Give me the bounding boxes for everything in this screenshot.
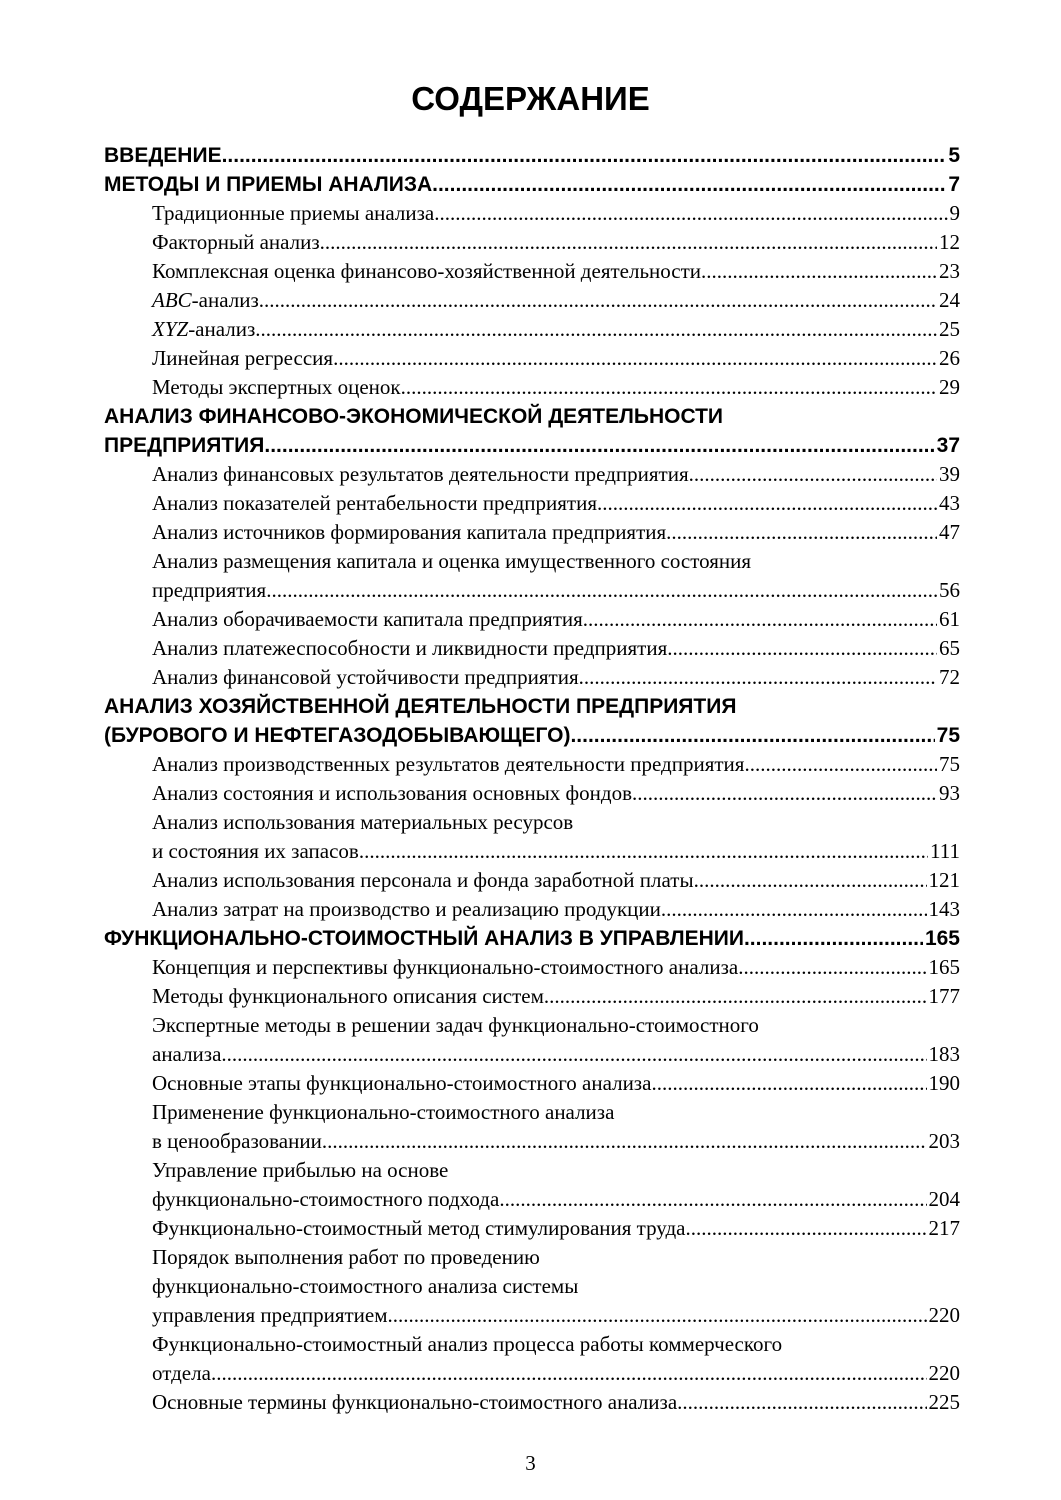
toc-page-number: 165 — [924, 927, 960, 950]
toc-title-line: АНАЛИЗ ХОЗЯЙСТВЕННОЙ ДЕЯТЕЛЬНОСТИ ПРЕДПРИЯТИЯ — [104, 695, 737, 718]
toc-subsection[interactable] — [104, 1388, 960, 1417]
toc-title: Функционально-стоимостный метод стимулирования труда — [152, 1216, 686, 1240]
dot-leader — [359, 837, 928, 866]
toc-page-number: 47 — [939, 520, 960, 544]
toc-page-number: 93 — [939, 781, 960, 805]
toc-row — [152, 1214, 960, 1243]
toc-title: XYZ-анализ — [152, 317, 256, 341]
dot-leader — [333, 344, 937, 373]
toc-title: Анализ производственных результатов деятельности предприятия — [152, 752, 745, 776]
toc-subsection[interactable] — [104, 1098, 960, 1156]
toc-title-line: Экспертные методы в решении задач функционально-стоимостного — [152, 1013, 759, 1037]
toc-title-line: Функционально-стоимостный анализ процесса работы коммерческого — [152, 1332, 783, 1356]
toc-page-number: 5 — [948, 144, 960, 167]
toc-page-number: 177 — [928, 984, 960, 1008]
dot-leader — [255, 315, 937, 344]
toc-row — [104, 431, 960, 460]
toc-title-line: Анализ использования материальных ресурсов — [152, 810, 574, 834]
toc-title: анализа — [152, 1042, 222, 1066]
toc-page-number: 37 — [936, 434, 960, 457]
dot-leader — [579, 663, 937, 692]
toc-page-number: 26 — [939, 346, 960, 370]
toc-title: МЕТОДЫ И ПРИЕМЫ АНАЛИЗА — [104, 173, 433, 196]
toc-title-line: функционально-стоимостного анализа системы — [152, 1274, 579, 1298]
toc-title: Анализ оборачиваемости капитала предприятия — [152, 607, 583, 631]
toc-row — [152, 605, 960, 634]
toc-title: Анализ финансовых результатов деятельности предприятия — [152, 462, 689, 486]
toc-section[interactable] — [104, 402, 960, 460]
toc-row — [104, 924, 960, 953]
toc-page-number: 111 — [930, 839, 960, 863]
toc-row — [152, 982, 960, 1011]
toc-row — [152, 576, 960, 605]
toc-row — [152, 286, 960, 315]
toc-page-number: 203 — [928, 1129, 960, 1153]
dot-leader — [388, 1301, 927, 1330]
toc-row — [152, 228, 960, 257]
toc-page-number: 61 — [939, 607, 960, 631]
toc-subsection[interactable] — [104, 866, 960, 895]
toc-row — [152, 518, 960, 547]
toc-page-number: 72 — [939, 665, 960, 689]
toc-title: Традиционные приемы анализа — [152, 201, 435, 225]
toc-subsection[interactable] — [104, 663, 960, 692]
toc-subsection[interactable] — [104, 460, 960, 489]
toc-subsection[interactable] — [104, 344, 960, 373]
toc-row — [152, 837, 960, 866]
toc-row — [152, 344, 960, 373]
toc-page-number: 56 — [939, 578, 960, 602]
dot-leader — [432, 170, 946, 199]
toc-subsection[interactable] — [104, 1214, 960, 1243]
toc-subsection[interactable] — [104, 605, 960, 634]
toc-title-line: Применение функционально-стоимостного анализа — [152, 1100, 615, 1124]
toc-title-line: АНАЛИЗ ФИНАНСОВО-ЭКОНОМИЧЕСКОЙ ДЕЯТЕЛЬНОСТИ — [104, 405, 724, 428]
toc-page-number: 43 — [939, 491, 960, 515]
toc-page-number: 23 — [939, 259, 960, 283]
toc-section[interactable] — [104, 692, 960, 750]
dot-leader — [744, 750, 937, 779]
dot-leader — [738, 953, 926, 982]
toc-title: ВВЕДЕНИЕ — [104, 144, 222, 167]
toc-title: Методы функционального описания систем — [152, 984, 544, 1008]
dot-leader — [667, 634, 937, 663]
toc-title: Анализ затрат на производство и реализацию продукции — [152, 897, 661, 921]
toc-title: (БУРОВОГО И НЕФТЕГАЗОДОБЫВАЮЩЕГО) — [104, 724, 571, 747]
toc-row — [152, 663, 960, 692]
toc-page-number: 65 — [939, 636, 960, 660]
toc-page-number: 204 — [928, 1187, 960, 1211]
toc-page-number: 9 — [949, 201, 960, 225]
toc-page-number: 7 — [948, 173, 960, 196]
dot-leader — [744, 924, 923, 953]
toc-subsection[interactable] — [104, 257, 960, 286]
toc-page-number: 75 — [936, 724, 960, 747]
dot-leader — [651, 1069, 926, 1098]
toc-title: в ценообразовании — [152, 1129, 322, 1153]
dot-leader — [222, 141, 947, 170]
toc-row — [152, 373, 960, 402]
dot-leader — [264, 431, 934, 460]
toc-subsection[interactable] — [104, 1069, 960, 1098]
toc-row — [152, 953, 960, 982]
toc-title: отдела — [152, 1361, 211, 1385]
toc-title: Анализ использования персонала и фонда заработной платы — [152, 868, 694, 892]
toc-row — [152, 199, 960, 228]
dot-leader — [320, 228, 937, 257]
toc-title: ПРЕДПРИЯТИЯ — [104, 434, 265, 457]
dot-leader — [661, 895, 927, 924]
dot-leader — [666, 518, 937, 547]
toc-title: ABC-анализ — [152, 288, 259, 312]
toc-subsection[interactable] — [104, 199, 960, 228]
toc-page-number: 220 — [928, 1361, 960, 1385]
toc-page-number: 225 — [928, 1390, 960, 1414]
toc-row — [152, 866, 960, 895]
toc-page-number: 24 — [939, 288, 960, 312]
dot-leader — [686, 1214, 927, 1243]
page-number: 3 — [525, 1451, 536, 1475]
toc-title: Анализ источников формирования капитала предприятия — [152, 520, 667, 544]
toc-page-number: 217 — [928, 1216, 960, 1240]
dot-leader — [632, 779, 937, 808]
dot-leader — [221, 1040, 926, 1069]
toc-title: Основные термины функционально-стоимостного анализа — [152, 1390, 678, 1414]
toc-title: Факторный анализ — [152, 230, 320, 254]
dot-leader — [434, 199, 947, 228]
toc-subsection[interactable] — [104, 547, 960, 605]
dot-leader — [499, 1185, 926, 1214]
dot-leader — [401, 373, 937, 402]
toc-row — [152, 1388, 960, 1417]
toc-page-number: 12 — [939, 230, 960, 254]
toc-title: предприятия — [152, 578, 267, 602]
toc-subsection[interactable] — [104, 286, 960, 315]
toc-page-number: 183 — [928, 1042, 960, 1066]
toc-subsection[interactable] — [104, 895, 960, 924]
toc-page-number: 39 — [939, 462, 960, 486]
toc-title: Анализ финансовой устойчивости предприятия — [152, 665, 579, 689]
toc-title-line: Порядок выполнения работ по проведению — [152, 1245, 540, 1269]
toc-subsection[interactable] — [104, 1330, 960, 1388]
toc-subsection[interactable] — [104, 228, 960, 257]
toc-subsection[interactable] — [104, 953, 960, 982]
toc-title: функционально-стоимостного подхода — [152, 1187, 500, 1211]
toc-row — [152, 1185, 960, 1214]
dot-leader — [694, 866, 927, 895]
toc-row — [152, 1301, 960, 1330]
dot-leader — [583, 605, 937, 634]
toc-subsection[interactable] — [104, 315, 960, 344]
toc-subsection[interactable] — [104, 1156, 960, 1214]
dot-leader — [677, 1388, 926, 1417]
toc-row — [152, 460, 960, 489]
toc-title: Анализ показателей рентабельности предприятия — [152, 491, 597, 515]
toc-row — [152, 634, 960, 663]
toc-page-number: 121 — [928, 868, 960, 892]
toc-row — [152, 1359, 960, 1388]
dot-leader — [544, 982, 927, 1011]
toc-title-line: Анализ размещения капитала и оценка имущественного состояния — [152, 549, 752, 573]
dot-leader — [597, 489, 937, 518]
page-title: СОДЕРЖАНИЕ — [411, 80, 650, 117]
toc-section[interactable] — [104, 170, 960, 199]
dot-leader — [259, 286, 937, 315]
toc-title: Комплексная оценка финансово-хозяйственной деятельности — [152, 259, 702, 283]
toc-subsection[interactable] — [104, 1243, 960, 1330]
toc-title: Концепция и перспективы функционально-стоимостного анализа — [152, 955, 739, 979]
toc-page-number: 75 — [939, 752, 960, 776]
toc-page-number: 29 — [939, 375, 960, 399]
toc-title: управления предприятием — [152, 1303, 388, 1327]
dot-leader — [266, 576, 937, 605]
toc-title: и состояния их запасов — [152, 839, 359, 863]
dot-leader — [211, 1359, 927, 1388]
toc-title: ФУНКЦИОНАЛЬНО-СТОИМОСТНЫЙ АНАЛИЗ В УПРАВЛЕНИИ — [104, 927, 744, 950]
toc-section[interactable] — [104, 141, 960, 170]
toc-title-line: Управление прибылью на основе — [152, 1158, 449, 1182]
toc-row — [152, 779, 960, 808]
toc-page-number: 25 — [939, 317, 960, 341]
toc-title: Анализ платежеспособности и ликвидности предприятия — [152, 636, 668, 660]
toc-subsection[interactable] — [104, 1011, 960, 1069]
toc-title: Методы экспертных оценок — [152, 375, 401, 399]
toc-page-number: 220 — [928, 1303, 960, 1327]
dot-leader — [701, 257, 937, 286]
toc-title: Линейная регрессия — [152, 346, 334, 370]
toc-page-number: 143 — [928, 897, 960, 921]
toc-subsection[interactable] — [104, 634, 960, 663]
toc-subsection[interactable] — [104, 518, 960, 547]
toc-row — [152, 489, 960, 518]
dot-leader — [570, 721, 934, 750]
dot-leader — [689, 460, 937, 489]
toc-row — [152, 1127, 960, 1156]
table-of-contents — [104, 141, 960, 1417]
toc-row — [152, 315, 960, 344]
toc-row — [152, 1069, 960, 1098]
toc-row — [104, 141, 960, 170]
toc-subsection[interactable] — [104, 489, 960, 518]
toc-subsection[interactable] — [104, 808, 960, 866]
toc-subsection[interactable] — [104, 750, 960, 779]
toc-section[interactable] — [104, 924, 960, 953]
toc-row — [152, 895, 960, 924]
toc-subsection[interactable] — [104, 779, 960, 808]
toc-row — [104, 721, 960, 750]
toc-row — [152, 257, 960, 286]
toc-page-number: 165 — [928, 955, 960, 979]
toc-subsection[interactable] — [104, 982, 960, 1011]
toc-subsection[interactable] — [104, 373, 960, 402]
toc-title: Основные этапы функционально-стоимостного анализа — [152, 1071, 652, 1095]
toc-row — [152, 1040, 960, 1069]
toc-row — [152, 750, 960, 779]
toc-title: Анализ состояния и использования основных фондов — [152, 781, 633, 805]
dot-leader — [322, 1127, 927, 1156]
toc-row — [104, 170, 960, 199]
toc-page-number: 190 — [928, 1071, 960, 1095]
